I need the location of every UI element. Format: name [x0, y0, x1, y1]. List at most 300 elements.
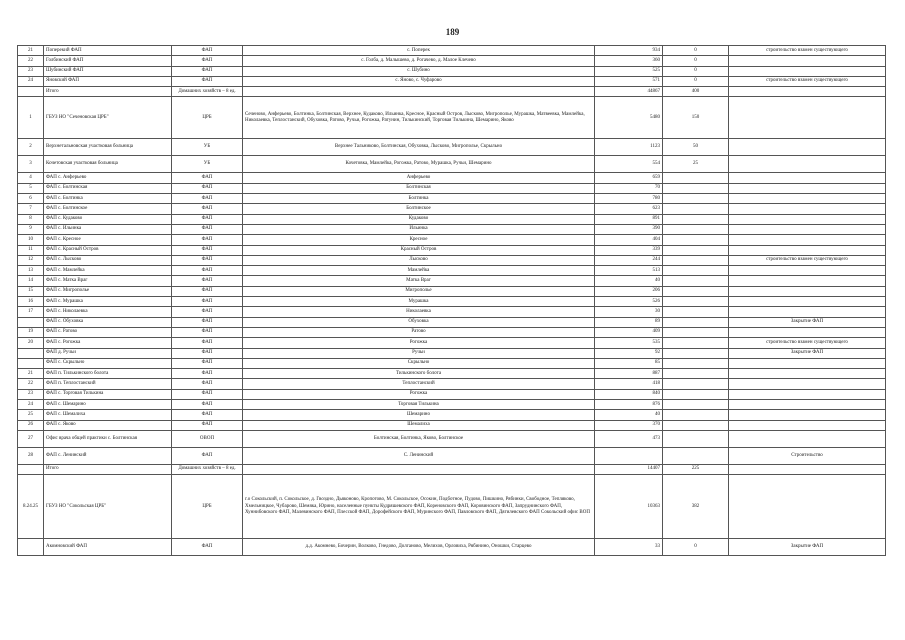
settlements-served: Шемалиха: [243, 420, 595, 430]
facility-name: ФАП с. Ратово: [44, 327, 172, 337]
row-note: [729, 276, 886, 286]
population-count: 623: [595, 204, 663, 214]
table-row: [18, 317, 886, 327]
settlements-served: Ильинка: [243, 224, 595, 234]
staff-count: [663, 224, 729, 234]
table-row: [18, 447, 886, 464]
population-count: 360: [595, 56, 663, 66]
row-note: [729, 297, 886, 307]
population-count: 887: [595, 369, 663, 379]
row-number: 22: [18, 56, 44, 66]
facility-type: УБ: [172, 156, 243, 173]
settlements-served: Шемарино: [243, 410, 595, 420]
staff-count: [663, 358, 729, 368]
row-number: 6: [18, 194, 44, 204]
facility-name: ФАП с. Кудаково: [44, 214, 172, 224]
facility-name: ФАП с. Мигрополье: [44, 286, 172, 296]
table-row: [18, 224, 886, 234]
facility-type: Домашних хозяйств – 8 ед.: [172, 464, 243, 474]
staff-count: [663, 379, 729, 389]
facility-type: ФАП: [172, 539, 243, 556]
row-note: [729, 464, 886, 474]
settlements-served: Мамлейка: [243, 266, 595, 276]
facility-table: [17, 45, 886, 556]
settlements-served: Николаевка: [243, 307, 595, 317]
row-number: 2: [18, 139, 44, 156]
facility-name: ФАП с. Болтинка: [44, 194, 172, 204]
population-count: 390: [595, 224, 663, 234]
staff-count: [663, 204, 729, 214]
facility-type: ФАП: [172, 194, 243, 204]
row-number: 8: [18, 214, 44, 224]
facility-type: УБ: [172, 139, 243, 156]
table-row: [18, 56, 886, 66]
staff-count: [663, 173, 729, 183]
row-number: 24: [18, 76, 44, 86]
facility-type: ФАП: [172, 183, 243, 193]
population-count: 89: [595, 317, 663, 327]
facility-name: Итого: [44, 87, 172, 97]
settlements-served: Сеченово, Анферьево, Болтинка, Болтинская, Верхнее, Кудаково, Ильинка, Кресное, Красный Остров, Лысково, Мигрополье, Мурашка, Матвеевка, Мамлейка, Николаевка, Теплостанский, Обуховка, Ратово, Ручьи, Рогожка, Ратунин, Тилькинский, Торговая Тилькина, Шемарино, Яково: [243, 97, 595, 139]
row-number: [18, 348, 44, 358]
population-count: 659: [595, 173, 663, 183]
row-note: [729, 400, 886, 410]
facility-type: ФАП: [172, 379, 243, 389]
population-count: 891: [595, 214, 663, 224]
row-number: 12: [18, 255, 44, 265]
row-note: [729, 183, 886, 193]
row-number: 15: [18, 286, 44, 296]
table-row: [18, 410, 886, 420]
row-note: [729, 173, 886, 183]
facility-type: ФАП: [172, 276, 243, 286]
facility-type: ФАП: [172, 66, 243, 76]
row-note: [729, 379, 886, 389]
facility-type: ФАП: [172, 307, 243, 317]
population-count: 513: [595, 266, 663, 276]
population-count: 92: [595, 348, 663, 358]
population-count: 33: [595, 539, 663, 556]
staff-count: 382: [663, 475, 729, 539]
settlements-served: Скрыльно: [243, 358, 595, 368]
settlements-served: Кочетовка, Мамлейка, Рогожка, Ратово, Мурашка, Ручьи, Шемарино: [243, 156, 595, 173]
facility-type: ОВОП: [172, 430, 243, 447]
row-number: 3: [18, 156, 44, 173]
settlements-served: с. Яново, с. Чуфарово: [243, 76, 595, 86]
row-note: [729, 410, 886, 420]
facility-type: ФАП: [172, 369, 243, 379]
table-row: [18, 369, 886, 379]
population-count: 5480: [595, 97, 663, 139]
population-count: 418: [595, 379, 663, 389]
population-count: 244: [595, 255, 663, 265]
facility-type: ФАП: [172, 327, 243, 337]
facility-name: Кочетовская участковая больница: [44, 156, 172, 173]
facility-type: ФАП: [172, 56, 243, 66]
facility-name: ФАП с. Кресное: [44, 235, 172, 245]
facility-name: ФАП с. Мурашка: [44, 297, 172, 307]
facility-name: Голбинский ФАП: [44, 56, 172, 66]
table-row: [18, 139, 886, 156]
facility-name: ФАП с. Шемалиха: [44, 410, 172, 420]
row-number: 21: [18, 46, 44, 56]
population-count: [595, 447, 663, 464]
facility-name: ФАП с. Скрыльно: [44, 358, 172, 368]
facility-name: Поперекий ФАП: [44, 46, 172, 56]
row-note: [729, 420, 886, 430]
staff-count: 400: [663, 87, 729, 97]
row-number: 20: [18, 338, 44, 348]
row-number: [18, 358, 44, 368]
row-note: [729, 286, 886, 296]
staff-count: [663, 245, 729, 255]
population-count: 370: [595, 420, 663, 430]
table-row: [18, 97, 886, 139]
table-row: [18, 156, 886, 173]
facility-type: ЦРБ: [172, 475, 243, 539]
table-row: [18, 204, 886, 214]
population-count: 840: [595, 389, 663, 399]
table-row: [18, 183, 886, 193]
facility-name: ФАП с. Ильинка: [44, 224, 172, 234]
row-note: строительство взамен существующего: [729, 255, 886, 265]
row-note: [729, 56, 886, 66]
facility-name: Яновский ФАП: [44, 76, 172, 86]
settlements-served: [243, 464, 595, 474]
row-note: [729, 224, 886, 234]
table-row: [18, 338, 886, 348]
population-count: 10363: [595, 475, 663, 539]
staff-count: [663, 369, 729, 379]
row-note: строительство взамен существующего: [729, 76, 886, 86]
table-row: [18, 286, 886, 296]
settlements-served: Теплостанский: [243, 379, 595, 389]
settlements-served: д.д. Акомнево, Бочерин, Волково, Гнедово, Долганово, Мелихов, Орловиха, Рябинино, Оношки, Старцево: [243, 539, 595, 556]
staff-count: 150: [663, 97, 729, 139]
settlements-served: Красный Остров: [243, 245, 595, 255]
facility-name: ГБУЗ НО "Сокольская ЦРБ": [44, 475, 172, 539]
row-note: [729, 389, 886, 399]
staff-count: [663, 276, 729, 286]
table-row: [18, 245, 886, 255]
settlements-served: Верхнее Тальниково, Болтинская, Обуховка, Лысково, Мигрополье, Скрыльно: [243, 139, 595, 156]
table-row: [18, 214, 886, 224]
settlements-served: Кресное: [243, 235, 595, 245]
staff-count: [663, 400, 729, 410]
row-number: 26: [18, 420, 44, 430]
row-note: [729, 214, 886, 224]
facility-name: Офис врача общей практики с. Болтинская: [44, 430, 172, 447]
facility-name: ФАП с. Мамлейка: [44, 266, 172, 276]
staff-count: [663, 317, 729, 327]
staff-count: [663, 420, 729, 430]
table-row: [18, 307, 886, 317]
row-number: 4: [18, 173, 44, 183]
row-number: [18, 317, 44, 327]
facility-name: ГБУЗ НО "Сеченовская ЦРБ": [44, 97, 172, 139]
row-number: 9: [18, 224, 44, 234]
settlements-served: Ратово: [243, 327, 595, 337]
row-note: [729, 307, 886, 317]
facility-name: ФАП д. Ручьи: [44, 348, 172, 358]
facility-name: ФАП с. Ленинский: [44, 447, 172, 464]
row-note: [729, 87, 886, 97]
facility-type: ФАП: [172, 358, 243, 368]
facility-type: ФАП: [172, 214, 243, 224]
row-number: 11: [18, 245, 44, 255]
table-row: [18, 235, 886, 245]
row-number: 23: [18, 66, 44, 76]
facility-type: ФАП: [172, 410, 243, 420]
settlements-served: Лысково: [243, 255, 595, 265]
staff-count: [663, 255, 729, 265]
table-row: [18, 539, 886, 556]
staff-count: 25: [663, 156, 729, 173]
row-note: Закрытие ФАП: [729, 317, 886, 327]
facility-type: ФАП: [172, 266, 243, 276]
row-number: 22: [18, 379, 44, 389]
row-number: 16: [18, 297, 44, 307]
row-number: 10: [18, 235, 44, 245]
facility-name: ФАП с. Матка Враг: [44, 276, 172, 286]
table-row: [18, 420, 886, 430]
facility-name: ФАП с. Болтинское: [44, 204, 172, 214]
row-number: 14: [18, 276, 44, 286]
table-row: [18, 194, 886, 204]
facility-type: ФАП: [172, 245, 243, 255]
settlements-served: Болтинское: [243, 204, 595, 214]
row-number: 23: [18, 389, 44, 399]
population-count: 1123: [595, 139, 663, 156]
facility-type: ФАП: [172, 46, 243, 56]
settlements-served: С. Ленинский: [243, 447, 595, 464]
settlements-served: [243, 87, 595, 97]
population-count: 571: [595, 76, 663, 86]
staff-count: 50: [663, 139, 729, 156]
row-note: [729, 430, 886, 447]
population-count: 14407: [595, 464, 663, 474]
population-count: 339: [595, 245, 663, 255]
settlements-served: Мурашка: [243, 297, 595, 307]
facility-name: Верхнетальновская участковая больница: [44, 139, 172, 156]
population-count: 70: [595, 183, 663, 193]
row-note: [729, 156, 886, 173]
staff-count: [663, 235, 729, 245]
row-number: 13: [18, 266, 44, 276]
table-row: [18, 66, 886, 76]
table-row: [18, 358, 886, 368]
staff-count: 0: [663, 66, 729, 76]
settlements-served: с. Голба, д. Малышево, д. Рогачево, д. Малое Клечево: [243, 56, 595, 66]
staff-count: 0: [663, 56, 729, 66]
table-row: [18, 87, 886, 97]
facility-type: ФАП: [172, 235, 243, 245]
row-note: [729, 139, 886, 156]
row-note: Строительство: [729, 447, 886, 464]
settlements-served: с. Шубино: [243, 66, 595, 76]
population-count: 206: [595, 286, 663, 296]
row-number: 28: [18, 447, 44, 464]
table-row: [18, 400, 886, 410]
row-number: 8.24.25: [18, 475, 44, 539]
staff-count: [663, 327, 729, 337]
staff-count: [663, 297, 729, 307]
row-note: строительство взамен существующего: [729, 46, 886, 56]
row-note: Закрытие ФАП: [729, 348, 886, 358]
table-row: [18, 327, 886, 337]
settlements-served: с. Поперек: [243, 46, 595, 56]
staff-count: 0: [663, 539, 729, 556]
staff-count: 225: [663, 464, 729, 474]
facility-name: ФАП с. Обуховка: [44, 317, 172, 327]
settlements-served: Мигрополье: [243, 286, 595, 296]
facility-type: ФАП: [172, 204, 243, 214]
row-number: 5: [18, 183, 44, 193]
staff-count: [663, 410, 729, 420]
row-note: [729, 66, 886, 76]
facility-type: ФАП: [172, 420, 243, 430]
population-count: 525: [595, 66, 663, 76]
table-row: [18, 255, 886, 265]
population-count: 934: [595, 46, 663, 56]
row-number: [18, 464, 44, 474]
facility-name: ФАП с. Торговая Тилькина: [44, 389, 172, 399]
facility-name: ФАП с. Лысково: [44, 255, 172, 265]
population-count: 85: [595, 358, 663, 368]
row-note: [729, 97, 886, 139]
row-note: [729, 266, 886, 276]
row-number: 17: [18, 307, 44, 317]
settlements-served: г.о Сокольский, п. Сокольское, д. Гвоздно, Дьяконово, Кропотово, М. Сокольское, Осокин, Подботное, Пудово, Пишкино, Рябинки, Свободное, Тепляково, Хмельницкое, Чубарово, Шемяка, Юрино, населенные пункты Кудряшевского ФАП, Кореновского ФАП, Коровинского ФАП, Запруднинского ФАП, Хуннибовского ФАП, Малевинского ФАП, Плесской ФАП, Дорофейского ФАП, Муринского ФАП, Павловского ФАП, Дягилевского ФАП Сокольский офис ВОП: [243, 475, 595, 539]
population-count: 876: [595, 400, 663, 410]
settlements-served: Рогожка: [243, 338, 595, 348]
settlements-served: Рогожка: [243, 389, 595, 399]
row-note: [729, 194, 886, 204]
facility-name: ФАП с. Красный Остров: [44, 245, 172, 255]
population-count: 554: [595, 156, 663, 173]
row-note: [729, 475, 886, 539]
staff-count: [663, 430, 729, 447]
row-number: 1: [18, 97, 44, 139]
row-note: [729, 204, 886, 214]
facility-name: ФАП с. Шемарино: [44, 400, 172, 410]
staff-count: 0: [663, 46, 729, 56]
row-number: 19: [18, 327, 44, 337]
row-number: [18, 87, 44, 97]
row-note: [729, 245, 886, 255]
table-row: [18, 475, 886, 539]
staff-count: [663, 307, 729, 317]
facility-type: ФАП: [172, 173, 243, 183]
staff-count: [663, 447, 729, 464]
table-row: [18, 266, 886, 276]
population-count: 40: [595, 276, 663, 286]
population-count: 409: [595, 327, 663, 337]
facility-name: ФАП п. Тилькинского болота: [44, 369, 172, 379]
row-note: Закрытие ФАП: [729, 539, 886, 556]
facility-type: Домашних хозяйств – 8 ед.: [172, 87, 243, 97]
table-row: [18, 46, 886, 56]
staff-count: 0: [663, 76, 729, 86]
population-count: 44867: [595, 87, 663, 97]
row-note: строительство взамен существующего: [729, 338, 886, 348]
row-number: 27: [18, 430, 44, 447]
facility-type: ФАП: [172, 255, 243, 265]
facility-name: Акомновский ФАП: [44, 539, 172, 556]
row-number: [18, 539, 44, 556]
page-number: 189: [445, 27, 460, 37]
settlements-served: Кудаково: [243, 214, 595, 224]
facility-type: ФАП: [172, 317, 243, 327]
row-number: 7: [18, 204, 44, 214]
staff-count: [663, 348, 729, 358]
staff-count: [663, 194, 729, 204]
facility-name: ФАП с. Рогожка: [44, 338, 172, 348]
row-number: 24: [18, 400, 44, 410]
settlements-served: Обуховка: [243, 317, 595, 327]
settlements-served: Болтинская, Болтинка, Яково, Болтинское: [243, 430, 595, 447]
facility-name: ФАП п. Теплостанский: [44, 379, 172, 389]
table-row: [18, 348, 886, 358]
staff-count: [663, 389, 729, 399]
population-count: 30: [595, 307, 663, 317]
facility-name: Шубинский ФАП: [44, 66, 172, 76]
facility-type: ЦРБ: [172, 97, 243, 139]
facility-name: ФАП с. Николаевка: [44, 307, 172, 317]
facility-type: ФАП: [172, 447, 243, 464]
population-count: 780: [595, 194, 663, 204]
facility-type: ФАП: [172, 400, 243, 410]
settlements-served: Матка Враг: [243, 276, 595, 286]
population-count: 473: [595, 430, 663, 447]
staff-count: [663, 286, 729, 296]
row-number: 25: [18, 410, 44, 420]
table-row: [18, 173, 886, 183]
facility-type: ФАП: [172, 76, 243, 86]
table-row: [18, 76, 886, 86]
settlements-served: Болтинская: [243, 183, 595, 193]
table-row: [18, 430, 886, 447]
facility-type: ФАП: [172, 338, 243, 348]
facility-name: Итого: [44, 464, 172, 474]
facility-type: ФАП: [172, 297, 243, 307]
table-row: [18, 464, 886, 474]
facility-name: ФАП с. Анферьево: [44, 173, 172, 183]
facility-type: ФАП: [172, 389, 243, 399]
table-row: [18, 389, 886, 399]
settlements-served: Тилькинского болота: [243, 369, 595, 379]
row-note: [729, 369, 886, 379]
row-number: 21: [18, 369, 44, 379]
facility-type: ФАП: [172, 348, 243, 358]
facility-name: ФАП с. Болтинская: [44, 183, 172, 193]
facility-name: ФАП с. Яково: [44, 420, 172, 430]
row-note: [729, 358, 886, 368]
staff-count: [663, 266, 729, 276]
population-count: 526: [595, 297, 663, 307]
settlements-served: Болтинка: [243, 194, 595, 204]
facility-type: ФАП: [172, 224, 243, 234]
row-note: [729, 235, 886, 245]
staff-count: [663, 214, 729, 224]
population-count: 404: [595, 235, 663, 245]
table-row: [18, 379, 886, 389]
staff-count: [663, 338, 729, 348]
settlements-served: Торговая Тилькина: [243, 400, 595, 410]
settlements-served: Анферьево: [243, 173, 595, 183]
population-count: 535: [595, 338, 663, 348]
population-count: 40: [595, 410, 663, 420]
